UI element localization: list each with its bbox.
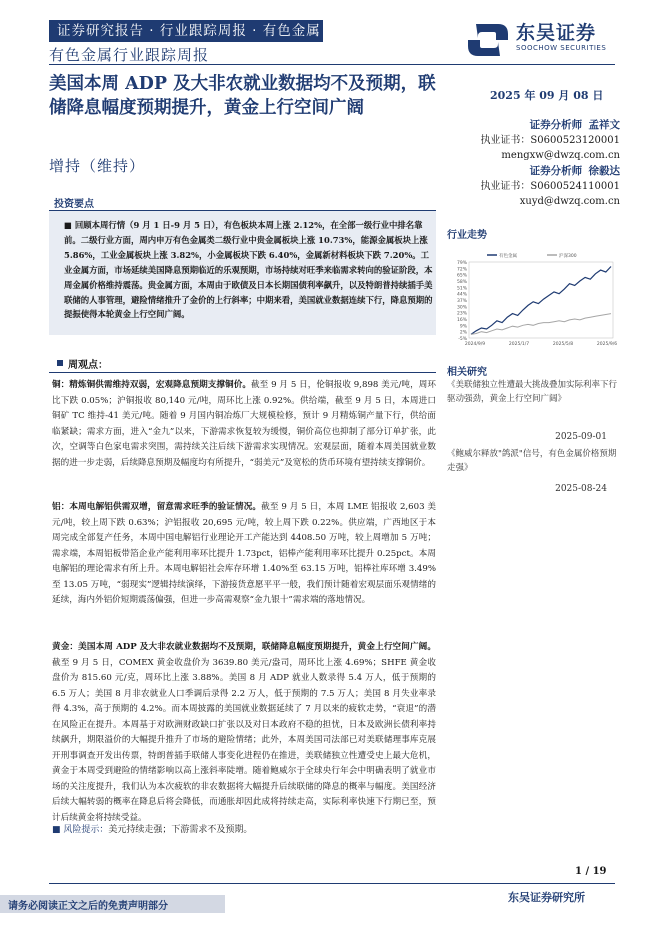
investment-highlights-label: 投资要点 [54,199,94,210]
viewpoint-label: 周观点： [68,360,108,371]
related-research-label: 相关研究 [447,367,487,378]
risk-label: ■ 风险提示： [52,825,109,835]
report-subtitle: 有色金属行业跟踪周报 [49,46,210,64]
y-tick-label: 72% [456,267,467,273]
analyst-cert: 执业证书：S0600524110001 [480,181,620,192]
industry-trend-chart [447,250,617,352]
analyst-role: 证券分析师 [529,119,583,131]
paragraph-body: 截至 9 月 5 日，COMEX 黄金收盘价为 3639.80 美元/盎司，周环比上涨 4.69%；SHFE 黄金收盘价为 815.60 元/克，周环比上涨 3.88%。美国 8 月 ADP 就业人数录得 5.4 万人，低于预期的 6.5 万人；美国 8 月非农就业人口季调后录得 2.2 万人，低于预期的 7.5 万人；美国 8 月失业率录得 4.3%，高于预期的 4.2%。而本周披露的美国就业数据延续了 7 月以来的疲软走势，“衰退”的潜在风险正在提升。本周基于对欧洲财政缺口扩张以及对日本政府不稳的担忧，日本及欧洲长债利率持续飙升，期限溢价的大幅提升推升了市场的避险情绪；此外，本周美国司法部已对美联储理事库克展开刑事调查开发出传票，特朗普插手联储人事变化进程仍在推进，美联储独立性遭受史上最大危机，黄金于本周受到避险的情绪影响以高上涨斜率陡增。随着鲍威尔于全球央行年会中明确表明了就业市场的关注度提升，我们认为本次疲软的非农数据将大幅提升后续联储的降息的概率与幅度。美国经济后续大幅转弱的概率在降息后将会降低，而通胀却因此成将持续走高，实际利率快速下行期已至，预计后续黄金将持续受益。 [52,657,436,823]
copper-paragraph [52,378,436,471]
report-date: 2025 年 09 月 08 日 [490,89,604,102]
x-tick-label: 2025/5/8 [552,342,574,347]
analyst-cert: 执业证书：S0600523120001 [480,135,620,146]
related-item[interactable]: 《美联储独立性遭最大挑战叠加实际利率下行驱动强劲，黄金上行空间广阔》 [447,380,618,404]
y-tick-label: 37% [456,299,467,304]
analyst-1 [470,118,620,163]
series-line-0 [471,267,611,335]
gold-paragraph [52,640,436,826]
y-tick-label: 16% [456,318,467,323]
analyst-name: 孟祥文 [588,119,620,131]
analyst-email[interactable]: mengxw@dwzq.com.cn [501,150,620,161]
rating: 增持（维持） [49,157,146,175]
y-tick-label: 58% [456,280,467,285]
y-tick-label: 65% [456,273,467,279]
logo-en-text: SOOCHOW SECURITIES [516,44,607,52]
series-line-1 [471,314,611,335]
legend-label: 有色金属 [499,254,517,259]
y-tick-label: 30% [456,305,467,311]
logo-cn-text: 东吴证券 [516,22,597,44]
y-tick-label: 51% [456,286,467,292]
paragraph-lead: 铝：本周电解铝供需双增，留意需求旺季的验证情况。 [52,502,262,512]
risk-warning [52,822,436,835]
paragraph-lead: 黄金：美国本周 ADP 及大非农就业数据均不及预期，联储降息幅度预期提升，黄金上行空间广阔。 [52,642,436,652]
x-tick-label: 2024/9/9 [464,342,486,347]
related-item[interactable]: 《鲍威尔释放"鸽派"信号，有色金属价格预期走强》 [447,449,617,473]
aluminum-paragraph [52,500,436,609]
page-number: 1 / 19 [575,866,607,877]
analyst-email[interactable]: xuyd@dwzq.com.cn [519,196,620,207]
x-tick-label: 2025/9/6 [596,342,617,347]
risk-text: 美元持续走强；下游需求不及预期。 [108,825,253,835]
y-tick-label: 79% [456,261,467,266]
analyst-2 [470,164,620,209]
related-date: 2025-08-24 [555,484,607,494]
y-tick-label: 23% [456,311,467,317]
header-divider [49,64,615,65]
y-tick-label: 2% [459,330,467,336]
y-tick-label: 44% [456,292,467,298]
y-tick-label: -5% [458,337,467,342]
analyst-name: 徐毅达 [588,165,620,177]
bullet-icon [57,360,63,366]
summary-text: ■ 回顾本周行情（9 月 1 日-9 月 5 日），有色板块本周上涨 2.12%，在全部一级行业中排名靠前。二级行业方面，周内申万有色金属类二级行业中贵金属板块上涨 10.73%，能源金属板块上涨 5.86%，工业金属板块上涨 3.82%，小金属板块下跌 6.40%，金属新材料板块下跌 7.20%。工业金属方面，市场延续美国降息预期临近的乐观预期，市场持续对旺季来临需求转向的验证阶段，本周金属价格维持震荡。贵金属方面，本周由于欧债及日本长期国债利率飙升，以及特朗普持续插手美联储的人事管理，避险情绪推升了金价的上行斜率；中期来看，美国就业数据连续下行，降息预期的提振使得本轮黄金上行空间广阔。 [64,220,433,320]
paragraph-body: 截至 9 月 5 日，本周 LME 铝报收 2,603 美元/吨，较上周下跌 0.63%；沪铝报收 20,695 元/吨，较上周下跌 0.22%。供应端，广西地区于本周完成全部复产任务，本周中国电解铝行业理论开工产能达到 4408.50 万吨，较上周增加 5 万吨；需求端，本周铝板带箔企业产能利用率环比提升 1.73pct，铝棒产能利用率环比提升 0.25pct。本周电解铝的理论需求有所上升。本周电解铝社会库存环增 1.40%至 63.15 万吨，铝棒社库环增 3.49%至 13.05 万吨，“弱现实”逻辑持续演绎，下游接货意愿平平一般，我们预计随着宏观层面乐观情绪的延续，海内外铝价短期震荡偏强，但进一步高需观察“金九银十”需求端的落地情况。 [52,502,436,605]
footer-divider [49,883,615,884]
analyst-role: 证券分析师 [529,165,583,177]
x-tick-label: 2025/1/7 [508,342,530,347]
y-tick-label: 9% [459,324,467,330]
viewpoint-divider [49,372,436,373]
industry-trend-label: 行业走势 [447,230,487,241]
related-date: 2025-09-01 [555,432,607,442]
report-type-band: 证券研究报告 · 行业跟踪周报 · 有色金属 [49,20,323,42]
report-title: 美国本周 ADP 及大非农就业数据均不及预期，联储降息幅度预期提升，黄金上行空间广阔 [49,74,436,118]
paragraph-lead: 铜：精炼铜供需维持双弱，宏观降息预期支撑铜价。 [52,380,252,390]
disclaimer-notice[interactable]: 请务必阅读正文之后的免责声明部分 [8,901,168,912]
institute-name: 东吴证券研究所 [508,891,585,904]
paragraph-body: 截至 9 月 5 日，伦铜报收 9,898 美元/吨，周环比下跌 0.05%；沪铜报收 80,140 元/吨，周环比上涨 0.92%。供给端，截至 9 月 5 日，本周进口铜矿 TC 维持-41 美元/吨。随着 9 月国内铜冶炼厂大规模检修，预计 9 月精炼铜产量下行，供给面临紧缺；需求方面，进入“金九”以来，下游需求恢复较为缓慢，铜价高位也抑制了部分订单扩张，此次，空调等白色家电需求突围，需持续关注后续下游需求实现情况。宏观层面，随着本周美国就业数据的进一步走弱，后续降息预期及幅度均有所提升，“弱美元”及宽松的货币环境有望持续支撑铜价。 [52,380,436,468]
legend-label: 沪深300 [559,254,577,259]
